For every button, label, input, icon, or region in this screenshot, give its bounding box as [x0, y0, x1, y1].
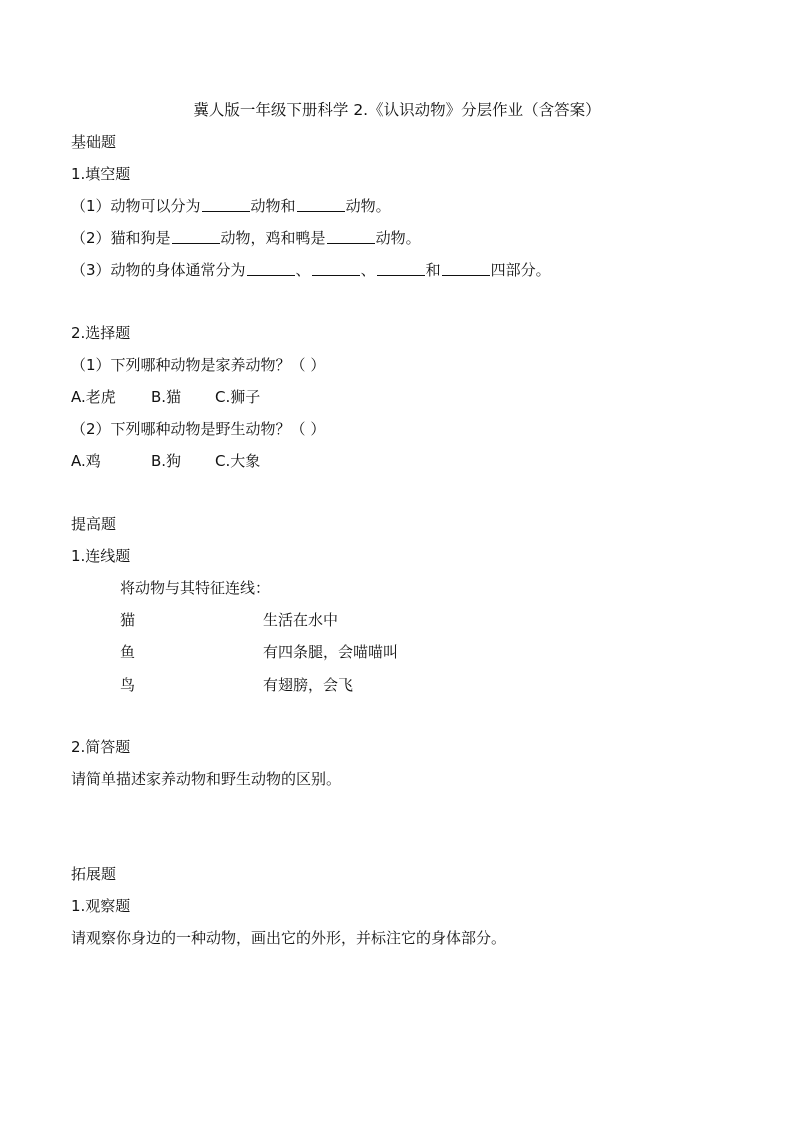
short-answer-heading: 2.简答题	[71, 738, 131, 756]
choice-option: C.大象	[215, 452, 261, 470]
matching-feature: 有四条腿，会喵喵叫	[263, 643, 399, 661]
observe-heading: 1.观察题	[71, 897, 131, 915]
choice-options-1	[71, 387, 260, 407]
question-text: 动物和	[250, 197, 296, 215]
fill-blank-question-2	[71, 228, 421, 248]
question-text: 动物。	[345, 197, 391, 215]
fill-blank-heading: 1.填空题	[71, 165, 131, 183]
section-heading-extension: 拓展题	[71, 865, 117, 883]
matching-feature: 有翅膀，会飞	[263, 676, 354, 694]
answer-blank	[247, 261, 295, 276]
question-text: （2）猫和狗是	[71, 229, 171, 247]
choice-option: A.鸡	[71, 452, 101, 470]
choice-question-1: （1）下列哪种动物是家养动物？（ ）	[71, 356, 326, 374]
choice-option: C.狮子	[215, 388, 261, 406]
matching-animal: 鸟	[120, 676, 136, 694]
answer-blank	[297, 197, 345, 212]
choice-heading: 2.选择题	[71, 324, 131, 342]
choice-option: B.猫	[151, 388, 182, 406]
question-text: 、	[360, 261, 376, 279]
answer-blank	[377, 261, 425, 276]
question-text: （3）动物的身体通常分为	[71, 261, 246, 279]
choice-option: B.狗	[151, 452, 182, 470]
section-heading-basic: 基础题	[71, 133, 117, 151]
matching-heading: 1.连线题	[71, 547, 131, 565]
question-text: 和	[425, 261, 441, 279]
matching-animal: 猫	[120, 611, 136, 629]
answer-blank	[442, 261, 490, 276]
page-title: 冀人版一年级下册科学 2.《认识动物》分层作业（含答案）	[193, 101, 601, 119]
section-heading-advanced: 提高题	[71, 515, 117, 533]
choice-options-2	[71, 451, 260, 471]
answer-blank	[202, 197, 250, 212]
answer-blank	[327, 229, 375, 244]
fill-blank-question-1	[71, 196, 391, 216]
observe-question: 请观察你身边的一种动物，画出它的外形，并标注它的身体部分。	[71, 929, 507, 947]
question-text: （1）动物可以分为	[71, 197, 201, 215]
choice-question-2: （2）下列哪种动物是野生动物？（ ）	[71, 420, 326, 438]
matching-feature: 生活在水中	[263, 611, 339, 629]
matching-animal: 鱼	[120, 643, 136, 661]
choice-option: A.老虎	[71, 388, 116, 406]
short-answer-question: 请简单描述家养动物和野生动物的区别。	[71, 770, 342, 788]
answer-blank	[312, 261, 360, 276]
question-text: 动物，鸡和鸭是	[220, 229, 326, 247]
matching-instruction: 将动物与其特征连线：	[120, 579, 271, 597]
question-text: 、	[295, 261, 311, 279]
question-text: 动物。	[375, 229, 421, 247]
question-text: 四部分。	[490, 261, 551, 279]
fill-blank-question-3	[71, 260, 551, 280]
answer-blank	[172, 229, 220, 244]
